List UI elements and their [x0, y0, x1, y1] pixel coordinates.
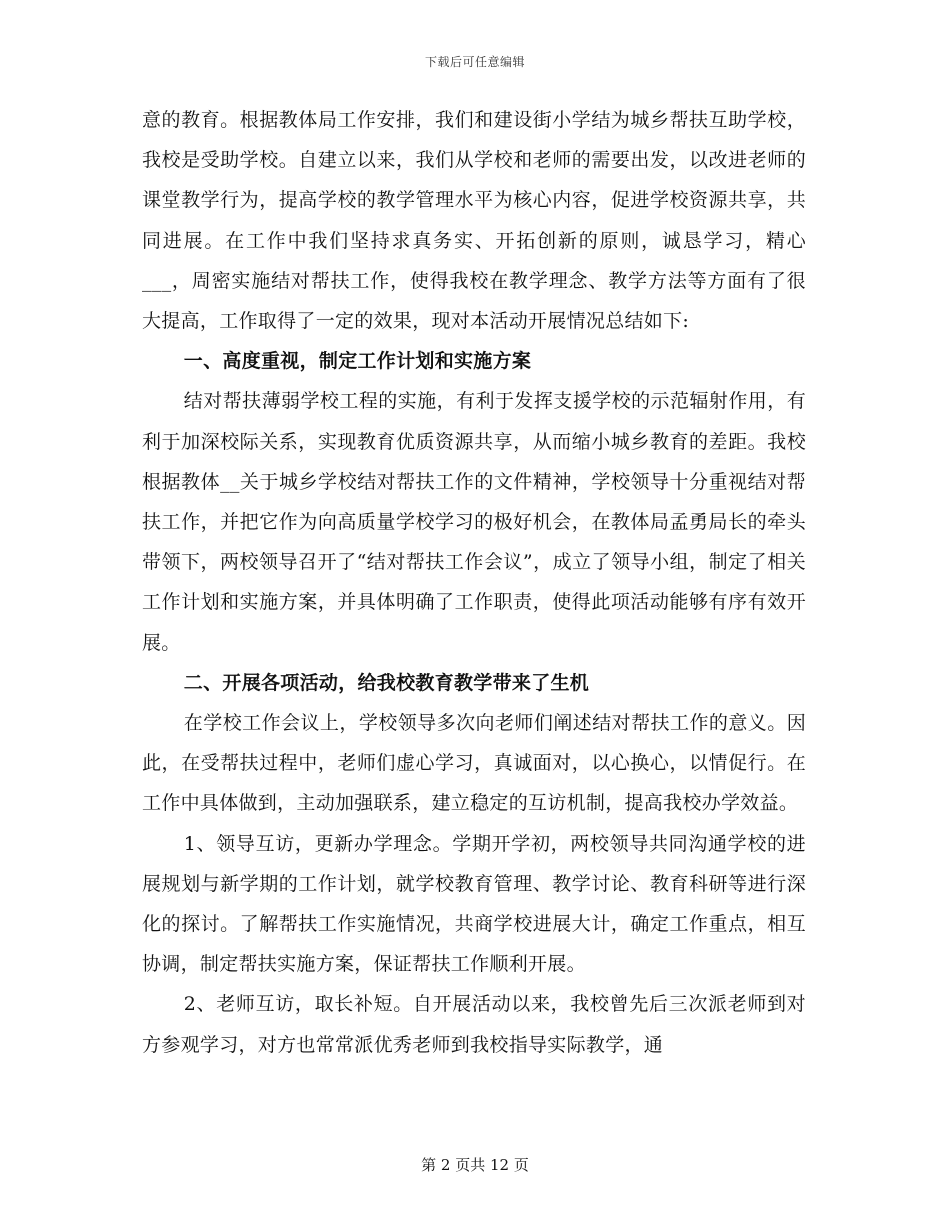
- document-body: [142, 100, 806, 1065]
- section-heading-2: 二、开展各项活动，给我校教育教学带来了生机: [183, 671, 590, 694]
- paragraph-intro: 意的教育。根据教体局工作安排，我们和建设街小学结为城乡帮扶互助学校，我校是受助学校。自建立以来，我们从学校和老师的需要出发，以改进老师的课堂教学行为，提高学校的教学管理水平为核心内容，促进学校资源共享，共同进展。在工作中我们坚持求真务实、开拓创新的原则，诚恳学习，精心___，周密实施结对帮扶工作，使得我校在教学理念、教学方法等方面有了很大提高，工作取得了一定的效果，现对本活动开展情况总结如下:: [142, 109, 806, 333]
- section-heading-1: 一、高度重视，制定工作计划和实施方案: [183, 350, 532, 373]
- page-footer: [0, 1154, 950, 1175]
- paragraph-section-2: 在学校工作会议上，学校领导多次向老师们阐述结对帮扶工作的意义。因此，在受帮扶过程中，老师们虚心学习，真诚面对，以心换心，以情促行。在工作中具体做到，主动加强联系，建立稳定的互访机制，提高我校办学效益。: [142, 712, 806, 815]
- paragraph-item-1: 1、领导互访，更新办学理念。学期开学初，两校领导共同沟通学校的进展规划与新学期的工作计划，就学校教育管理、教学讨论、教育科研等进行深化的探讨。了解帮扶工作实施情况，共商学校进展大计，确定工作重点，相互协调，制定帮扶实施方案，保证帮扶工作顺利开展。: [142, 832, 806, 976]
- paragraph-item-2: 2、老师互访，取长补短。自开展活动以来，我校曾先后三次派老师到对方参观学习，对方也常常派优秀老师到我校指导实际教学，通: [142, 993, 806, 1056]
- page-number: 第 2 页共 12 页: [421, 1156, 529, 1174]
- page-header: 下载后可任意编辑: [424, 55, 525, 69]
- paragraph-section-1: 结对帮扶薄弱学校工程的实施，有利于发挥支援学校的示范辐射作用，有利于加深校际关系，实现教育优质资源共享，从而缩小城乡教育的差距。我校根据教体__关于城乡学校结对帮扶工作的文件精神，学校领导十分重视结对帮扶工作，并把它作为向高质量学校学习的极好机会，在教体局孟勇局长的牵头带领下，两校领导召开了“结对帮扶工作会议”，成立了领导小组，制定了相关工作计划和实施方案，并具体明确了工作职责，使得此项活动能够有序有效开展。: [142, 390, 806, 654]
